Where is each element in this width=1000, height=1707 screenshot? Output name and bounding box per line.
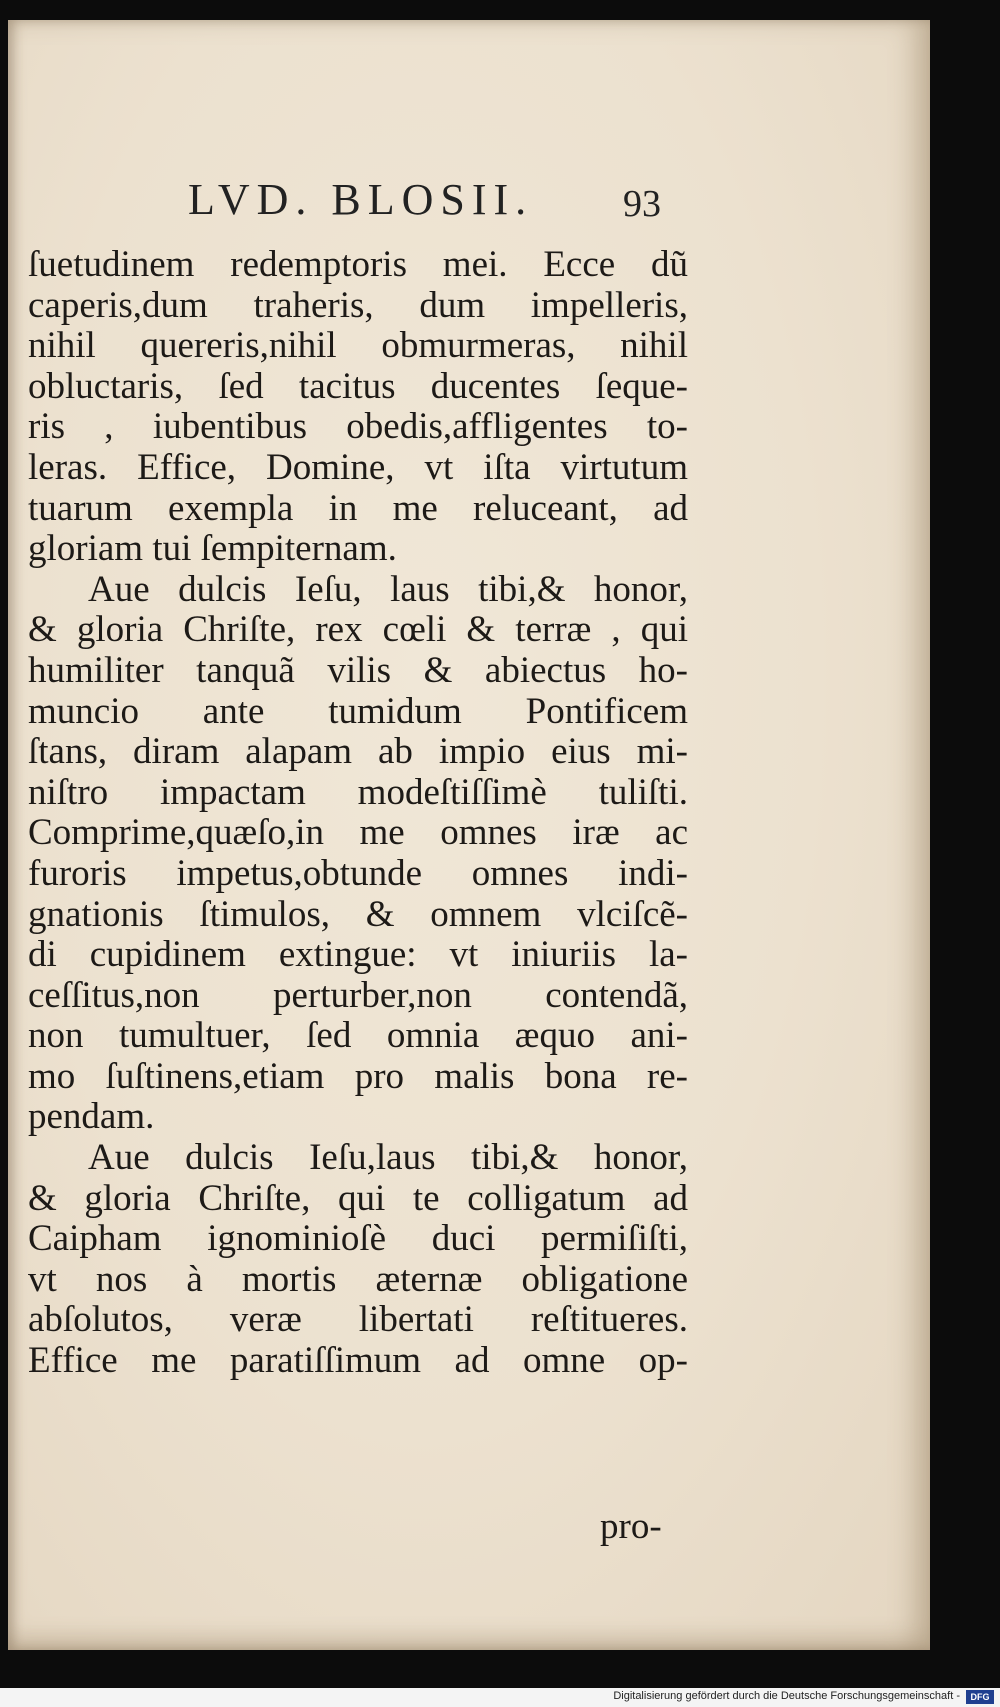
- text-line: furoris impetus,obtunde omnes indi-: [28, 852, 688, 894]
- text-line: Comprime,quæſo,in me omnes iræ ac: [28, 812, 688, 854]
- text-line: nihil quereris,nihil obmurmeras, nihil: [28, 325, 688, 367]
- text-line: caperis,dum traheris, dum impelleris,: [28, 284, 688, 326]
- text-line: leras. Effice, Domine, vt iſta virtutum: [28, 446, 688, 488]
- text-line: niſtro impactam modeſtiſſimè tuliſti.: [28, 771, 688, 813]
- text-line: di cupidinem extingue: vt iniuriis la-: [28, 934, 688, 976]
- body-text: [28, 245, 688, 1382]
- text-line: & gloria Chriſte, qui te colligatum ad: [28, 1177, 688, 1219]
- digitization-footer: [0, 1688, 1000, 1707]
- text-line: ſuetudinem redemptoris mei. Ecce dũ: [28, 244, 688, 285]
- text-line: tuarum exempla in me reluceant, ad: [28, 487, 688, 529]
- text-line: Aue dulcis Ieſu, laus tibi,& honor,: [88, 568, 688, 610]
- dfg-logo: DFG: [966, 1690, 994, 1704]
- page-number: 93: [623, 183, 661, 225]
- text-line: vt nos à mortis æternæ obligatione: [28, 1258, 688, 1300]
- funding-credit: Digitalisierung gefördert durch die Deutsche Forschungsgemeinschaft -: [613, 1690, 960, 1702]
- text-line: muncio ante tumidum Pontificem: [28, 690, 688, 732]
- text-line: mo ſuſtinens,etiam pro malis bona re-: [28, 1055, 688, 1097]
- catchword: pro-: [600, 1506, 662, 1547]
- text-line: non tumultuer, ſed omnia æquo ani-: [28, 1015, 688, 1057]
- text-line: obluctaris, ſed tacitus ducentes ſeque-: [28, 365, 688, 407]
- text-line: Aue dulcis Ieſu,laus tibi,& honor,: [88, 1137, 688, 1179]
- page-header: [8, 170, 930, 230]
- text-line: gloriam tui ſempiternam.: [28, 528, 397, 570]
- text-line: gnationis ſtimulos, & omnem vlciſcẽ-: [28, 893, 688, 935]
- text-line: abſolutos, veræ libertati reſtitueres.: [28, 1299, 688, 1341]
- text-line: pendam.: [28, 1096, 155, 1138]
- text-line: & gloria Chriſte, rex cœli & terræ , qui: [28, 609, 688, 651]
- text-line: humiliter tanquã vilis & abiectus ho-: [28, 649, 688, 691]
- text-line: ceſſitus,non perturber,non contendã,: [28, 974, 688, 1016]
- book-page: [8, 20, 930, 1650]
- text-line: ris , iubentibus obedis,affligentes to-: [28, 406, 688, 448]
- text-line: ſtans, diram alapam ab impio eius mi-: [28, 731, 688, 773]
- running-head: LVD. BLOSII.: [188, 175, 534, 224]
- text-line: Effice me paratiſſimum ad omne op-: [28, 1340, 688, 1382]
- text-line: Caipham ignominioſè duci permiſiſti,: [28, 1218, 688, 1260]
